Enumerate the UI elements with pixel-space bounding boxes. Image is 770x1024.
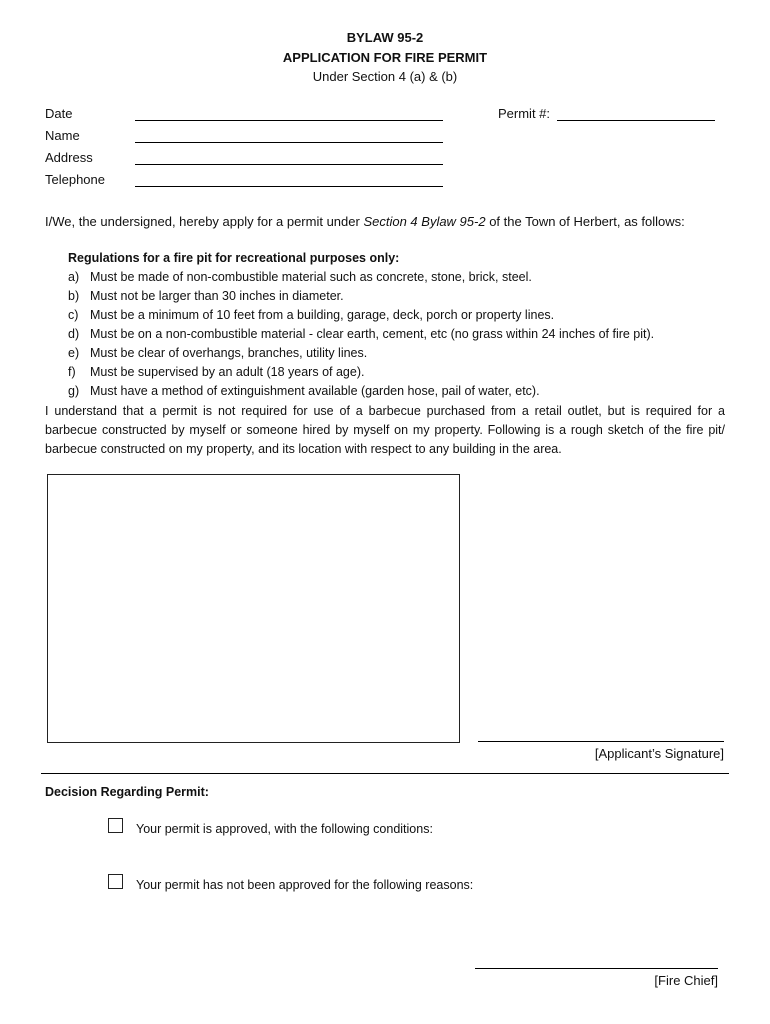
approved-checkbox[interactable]: [108, 818, 123, 833]
intro-text-start: I/We, the undersigned, hereby apply for a permit under: [45, 214, 364, 229]
approved-label: Your permit is approved, with the following conditions:: [136, 822, 433, 836]
regulation-letter: c): [68, 308, 79, 322]
fire-chief-signature-line[interactable]: [475, 968, 718, 969]
form-title: APPLICATION FOR FIRE PERMIT: [282, 50, 488, 65]
sketch-area[interactable]: [47, 474, 460, 743]
telephone-field[interactable]: [135, 186, 443, 187]
name-field[interactable]: [135, 142, 443, 143]
regulation-text: Must not be larger than 30 inches in diameter.: [90, 289, 344, 303]
regulation-item: [68, 327, 654, 341]
decision-title: Decision Regarding Permit:: [45, 785, 209, 799]
applicant-signature-line[interactable]: [478, 741, 724, 742]
address-label: Address: [45, 150, 93, 165]
form-subtitle: Under Section 4 (a) & (b): [312, 69, 458, 84]
address-field[interactable]: [135, 164, 443, 165]
date-label: Date: [45, 106, 73, 121]
regulation-text: Must have a method of extinguishment available (garden hose, pail of water, etc).: [90, 384, 540, 398]
not-approved-checkbox[interactable]: [108, 874, 123, 889]
regulation-item: [68, 270, 532, 284]
regulation-text: Must be on a non-combustible material - clear earth, cement, etc (no grass within 24 inches of fire pit).: [90, 327, 655, 341]
regulation-text: Must be clear of overhangs, branches, utility lines.: [90, 346, 368, 360]
section-divider: [41, 773, 729, 774]
fire-chief-signature-label: [Fire Chief]: [654, 973, 718, 988]
regulation-item: [68, 346, 367, 360]
regulation-letter: g): [68, 384, 80, 398]
understanding-paragraph: I understand that a permit is not required for use of a barbecue purchased from a retail outlet, but is required for a barbecue constructed by myself or someone hired by myself on my property. Following is a rough sketch of the fire pit/ barbecue constructed on my property, and its location with respect to any building in the area.: [45, 404, 725, 456]
regulation-letter: d): [68, 327, 80, 341]
regulation-text: Must be supervised by an adult (18 years of age).: [90, 365, 365, 379]
regulation-text: Must be a minimum of 10 feet from a building, garage, deck, porch or property lines.: [90, 308, 555, 322]
regulation-letter: e): [68, 346, 80, 360]
intro-paragraph: [45, 212, 725, 231]
intro-text-end: of the Town of Herbert, as follows:: [485, 214, 685, 229]
regulation-item: [68, 365, 364, 379]
regulation-item: [68, 289, 344, 303]
bylaw-number: BYLAW 95-2: [346, 30, 424, 45]
regulation-item: [68, 384, 540, 398]
regulations-title: Regulations for a fire pit for recreational purposes only:: [68, 251, 400, 265]
name-label: Name: [45, 128, 80, 143]
date-field[interactable]: [135, 120, 443, 121]
permit-number-label: Permit #:: [498, 106, 551, 121]
regulation-text: Must be made of non-combustible material such as concrete, stone, brick, steel.: [90, 270, 532, 284]
permit-number-field[interactable]: [557, 120, 715, 121]
regulation-letter: b): [68, 289, 80, 303]
regulation-letter: f): [68, 365, 76, 379]
regulation-item: [68, 308, 554, 322]
applicant-signature-label: [Applicant’s Signature]: [594, 746, 724, 761]
telephone-label: Telephone: [45, 172, 105, 187]
intro-bylaw-reference: Section 4 Bylaw 95-2: [363, 214, 486, 229]
regulation-letter: a): [68, 270, 80, 284]
not-approved-label: Your permit has not been approved for the following reasons:: [136, 878, 474, 892]
